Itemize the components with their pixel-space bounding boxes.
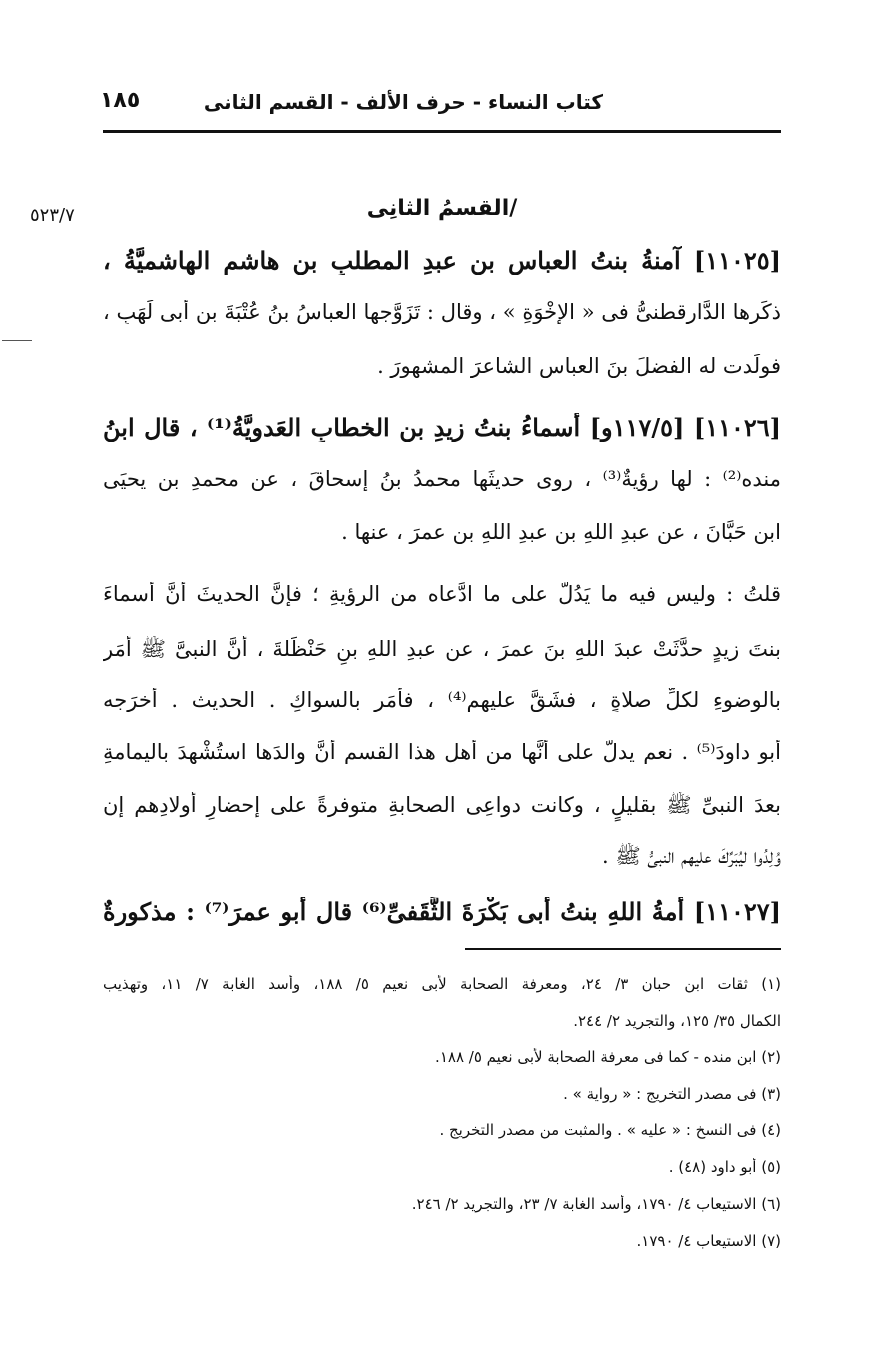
section-title: /القسمُ الثانِى: [366, 196, 518, 221]
margin-reference: ٥٢٣/٧: [30, 205, 75, 226]
footnote: (٢) ابن منده - كما فى معرفة الصحابة لأبى نعيم ٥/ ١٨٨.: [435, 1048, 781, 1066]
footnote: (٤) فى النسخ : « عليه » . والمثبت من مصدر التخريج .: [439, 1121, 781, 1139]
body-line: ذكَرها الدَّارقطنىُّ فى « الإخْوَةِ » ، وقال : تَزَوَّجها العباسُ بنُ عُتْبَةَ بنِ أبى لَهَبٍ ،: [103, 300, 781, 324]
body-line: منده⁽²⁾ : لها رؤيةٌ⁽³⁾ ، روى حديثَها محمدُ بنُ إسحاقَ ، عن محمدِ بنِ يحيَى: [103, 467, 781, 491]
body-line: ابنِ حَبَّانَ ، عن عبدِ اللهِ بنِ عبدِ اللهِ بنِ عمرَ ، عنها .: [341, 520, 781, 544]
page-number: ١٨٥: [100, 88, 141, 113]
body-line: أبو داودَ⁽⁵⁾ . نعم يدلُّ على أنَّها من أهلِ هذا القسمِ أنَّ والدَها استُشْهِدَ باليمامةِ: [103, 740, 781, 764]
footnote-continuation: الكمال ٣٥/ ١٢٥، والتجريد ٢/ ٢٤٤.: [573, 1012, 781, 1030]
body-line: قلتُ : وليس فيه ما يَدُلُّ على ما ادَّعاه من الرؤيةِ ؛ فإنَّ الحديثَ أنَّ أسماءَ: [103, 582, 781, 606]
footnote: (٣) فى مصدر التخريج : « رواية » .: [563, 1085, 781, 1103]
margin-mark: [2, 340, 32, 341]
footnote: (٦) الاستيعاب ٤/ ١٧٩٠، وأسد الغابة ٧/ ٢٣، والتجريد ٢/ ٢٤٦.: [411, 1195, 781, 1213]
body-line: بعدَ النبىِّ ﷺ بقليلٍ ، وكانت دواعِى الصحابةِ متوفرةً على إحضارِ أولادِهم إن: [103, 793, 781, 817]
footnote: (٧) الاستيعاب ٤/ ١٧٩٠.: [636, 1232, 781, 1250]
running-header-title: كتاب النساء - حرف الألف - القسم الثانى: [203, 90, 603, 114]
body-line: وُلِدُوا ليُبَرِّكَ عليهم النبىُّ ﷺ .: [602, 844, 781, 868]
body-line: فولَدت له الفضلَ بنَ العباسِ الشاعرَ المشهورَ .: [377, 354, 781, 378]
footnote-rule: [465, 948, 781, 950]
entry-heading-11025: [١١٠٢٥] آمنةُ بنتُ العباسِ بنِ عبدِ المطلبِ بنِ هاشمٍ الهاشميَّةُ ،: [103, 246, 781, 275]
footnote: (١) ثقات ابن حبان ٣/ ٢٤، ومعرفة الصحابة لأبى نعيم ٥/ ١٨٨، وأسد الغابة ٧/ ١١، وتهذيب: [103, 975, 781, 993]
footnote: (٥) أبو داود (٤٨) .: [668, 1158, 781, 1176]
header-rule: [103, 130, 781, 133]
entry-heading-11026: [١١٠٢٦] [١١٧/٥و] أسماءُ بنتُ زيدِ بنِ الخطابِ العَدويَّةُ⁽¹⁾ ، قال ابنُ: [103, 413, 781, 442]
body-line: بنتَ زيدٍ حدَّثَتْ عبدَ اللهِ بنَ عمرَ ، عن عبدِ اللهِ بنِ حَنْظَلةَ ، أنَّ النبىَّ ﷺ أمَر: [103, 637, 781, 661]
entry-heading-11027: [١١٠٢٧] أمةُ اللهِ بنتُ أبى بَكْرَةَ الثَّقَفىِّ⁽⁶⁾ قال أبو عمرَ⁽⁷⁾ : مذكورةٌ: [103, 897, 781, 926]
body-line: بالوضوءِ لكلِّ صلاةٍ ، فشَقَّ عليهم⁽⁴⁾ ، فأمَر بالسواكِ . الحديث . أخرَجه: [103, 688, 781, 712]
